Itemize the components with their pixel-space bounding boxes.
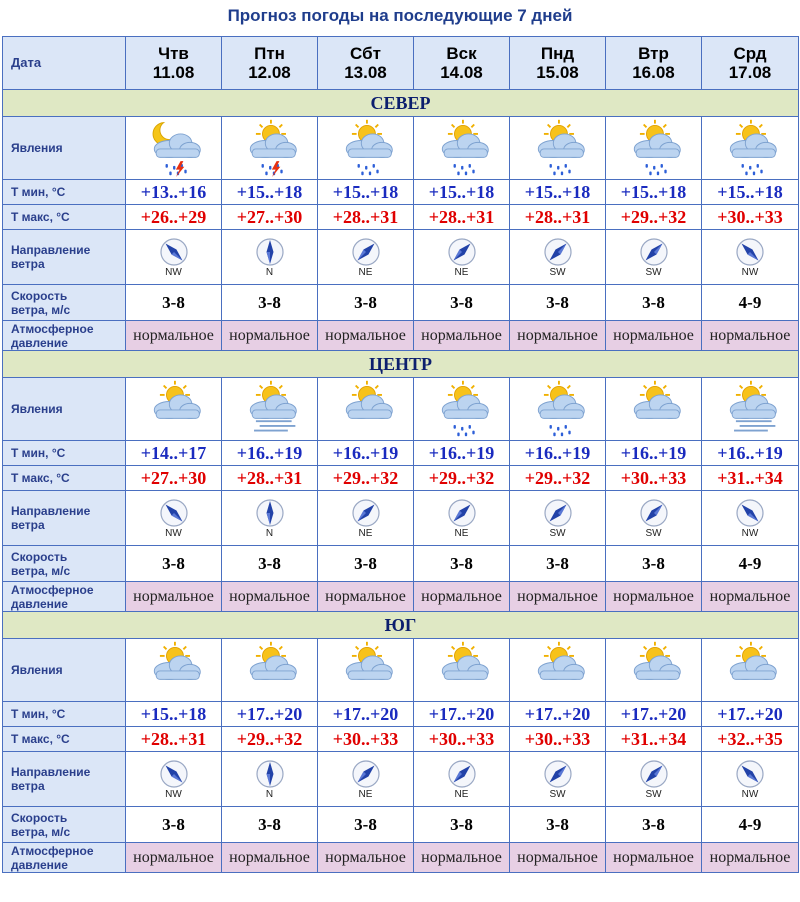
wind-speed-value: 3-8	[318, 807, 414, 843]
wind-speed-label-text: Скорость	[11, 288, 68, 303]
wind-direction-cell	[414, 491, 510, 546]
tmax-value: +28..+31	[126, 727, 222, 752]
tmax-value: +29..+32	[222, 727, 318, 752]
compass-icon	[414, 237, 509, 267]
weather-icon-cell	[606, 117, 702, 180]
wind-speed-value: 3-8	[606, 285, 702, 321]
tmax-value: +28..+31	[414, 205, 510, 230]
day-header	[414, 37, 510, 90]
sun-cloud-rain-thunder-icon	[222, 117, 317, 179]
compass-icon	[318, 759, 413, 789]
tmax-value: +26..+29	[126, 205, 222, 230]
wind-speed-value: 3-8	[414, 807, 510, 843]
pressure-label-text: Атмосферное	[11, 321, 94, 336]
pressure-label-text: Атмосферное	[11, 582, 94, 597]
sun-cloud-icon	[510, 639, 605, 701]
compass-icon	[414, 498, 509, 528]
wind-direction-cell	[510, 491, 606, 546]
pressure-label-text-2: давление	[11, 857, 68, 872]
weather-icon-cell	[222, 378, 318, 441]
pressure-value: нормальное	[702, 843, 799, 873]
tmax-label-text: Т макс, °С	[11, 732, 70, 746]
tmax-label-text: Т макс, °С	[11, 210, 70, 224]
phenomena-label-text: Явления	[11, 663, 63, 677]
phenomena-label-text: Явления	[11, 141, 63, 155]
compass-icon	[318, 237, 413, 267]
day-of-week: Чтв	[158, 44, 189, 63]
tmax-value: +28..+31	[222, 466, 318, 491]
pressure-value: нормальное	[222, 582, 318, 612]
wind-speed-label-text-2: ветра, м/с	[11, 302, 71, 317]
wind-speed-value: 3-8	[318, 546, 414, 582]
compass-icon	[222, 498, 317, 528]
compass-icon	[222, 237, 317, 267]
compass-icon	[510, 759, 605, 789]
compass-icon	[606, 237, 701, 267]
tmin-value: +17..+20	[222, 702, 318, 727]
sun-cloud-rain-icon	[510, 378, 605, 440]
moon-cloud-rain-thunder-icon	[126, 117, 221, 179]
weather-icon-cell	[318, 117, 414, 180]
wind-direction-cell	[222, 491, 318, 546]
tmin-value: +15..+18	[414, 180, 510, 205]
wind-speed-value: 3-8	[414, 546, 510, 582]
wind-speed-label	[3, 546, 126, 582]
sun-cloud-rain-icon	[318, 117, 413, 179]
pressure-value: нормальное	[318, 321, 414, 351]
pressure-value: нормальное	[702, 321, 799, 351]
wind-direction-label-text-2: ветра	[11, 257, 45, 271]
wind-direction-label-text-2: ветра	[11, 779, 45, 793]
sun-cloud-rain-icon	[510, 117, 605, 179]
tmin-value: +16..+19	[606, 441, 702, 466]
wind-direction-cell	[126, 230, 222, 285]
tmax-value: +28..+31	[510, 205, 606, 230]
compass-icon	[702, 759, 798, 789]
wind-speed-value: 3-8	[222, 546, 318, 582]
compass-icon	[318, 498, 413, 528]
pressure-label-text-2: давление	[11, 335, 68, 350]
wind-speed-value: 3-8	[414, 285, 510, 321]
wind-direction-cell	[126, 491, 222, 546]
phenomena-row	[3, 639, 799, 702]
tmax-value: +29..+32	[510, 466, 606, 491]
forecast-table	[2, 36, 799, 873]
tmin-value: +13..+16	[126, 180, 222, 205]
tmin-value: +16..+19	[318, 441, 414, 466]
wind-direction-text: NW	[741, 266, 759, 278]
day-date: 12.08	[248, 63, 291, 82]
wind-speed-value: 3-8	[126, 285, 222, 321]
wind-direction-label	[3, 752, 126, 807]
tmin-value: +16..+19	[222, 441, 318, 466]
wind-direction-cell	[510, 752, 606, 807]
wind-direction-text: NE	[454, 788, 469, 800]
pressure-value: нормальное	[318, 582, 414, 612]
wind-direction-row	[3, 491, 799, 546]
wind-direction-text: NE	[358, 527, 373, 539]
compass-icon	[414, 759, 509, 789]
wind-speed-row	[3, 546, 799, 582]
weather-icon-cell	[510, 639, 606, 702]
weather-icon-cell	[222, 117, 318, 180]
tmax-value: +30..+33	[606, 466, 702, 491]
pressure-value: нормальное	[606, 843, 702, 873]
wind-direction-text: NE	[358, 788, 373, 800]
day-header	[606, 37, 702, 90]
pressure-row	[3, 843, 799, 873]
wind-direction-cell	[702, 491, 799, 546]
sun-cloud-rain-icon	[606, 117, 701, 179]
day-header	[222, 37, 318, 90]
wind-speed-value: 4-9	[702, 546, 799, 582]
day-of-week: Пнд	[540, 44, 575, 63]
date-label: Дата	[3, 37, 126, 90]
wind-direction-label-text: Направление	[11, 504, 91, 518]
wind-speed-label	[3, 807, 126, 843]
weather-icon-cell	[414, 117, 510, 180]
day-date: 11.08	[152, 63, 195, 82]
tmin-label	[3, 180, 126, 205]
weather-icon-cell	[702, 117, 799, 180]
weather-icon-cell	[414, 639, 510, 702]
day-of-week: Втр	[638, 44, 669, 63]
phenomena-label	[3, 378, 126, 441]
sun-cloud-icon	[318, 639, 413, 701]
header-row	[3, 37, 799, 90]
compass-icon	[702, 237, 798, 267]
tmin-value: +17..+20	[702, 702, 799, 727]
compass-icon	[126, 237, 221, 267]
compass-icon	[606, 498, 701, 528]
wind-direction-text: N	[265, 788, 274, 800]
tmax-value: +31..+34	[606, 727, 702, 752]
weather-icon-cell	[510, 378, 606, 441]
wind-speed-label-text: Скорость	[11, 810, 68, 825]
pressure-value: нормальное	[606, 582, 702, 612]
wind-direction-cell	[606, 491, 702, 546]
weather-icon-cell	[414, 378, 510, 441]
wind-speed-label-text-2: ветра, м/с	[11, 824, 71, 839]
day-date: 15.08	[536, 63, 579, 82]
weather-icon-cell	[702, 378, 799, 441]
tmax-label	[3, 727, 126, 752]
sun-cloud-icon	[414, 639, 509, 701]
tmax-row	[3, 727, 799, 752]
sun-cloud-fog-icon	[222, 378, 317, 440]
tmax-row	[3, 466, 799, 491]
wind-speed-value: 4-9	[702, 807, 799, 843]
pressure-value: нормальное	[510, 582, 606, 612]
pressure-label-text: Атмосферное	[11, 843, 94, 858]
wind-direction-cell	[510, 230, 606, 285]
wind-direction-text: NE	[358, 266, 373, 278]
sun-cloud-fog-icon	[702, 378, 798, 440]
pressure-value: нормальное	[414, 843, 510, 873]
sun-cloud-icon	[606, 639, 701, 701]
tmax-row	[3, 205, 799, 230]
tmax-value: +30..+33	[510, 727, 606, 752]
region-name: ЦЕНТР	[3, 351, 799, 378]
day-date: 17.08	[728, 63, 772, 82]
wind-direction-text: NW	[741, 527, 759, 539]
tmax-label	[3, 466, 126, 491]
tmin-value: +16..+19	[414, 441, 510, 466]
tmin-value: +16..+19	[510, 441, 606, 466]
tmin-value: +16..+19	[702, 441, 799, 466]
tmin-value: +14..+17	[126, 441, 222, 466]
wind-direction-text: SW	[645, 788, 662, 800]
pressure-label	[3, 582, 126, 612]
wind-direction-cell	[222, 230, 318, 285]
wind-direction-row	[3, 752, 799, 807]
wind-direction-text: SW	[549, 266, 566, 278]
tmax-value: +29..+32	[318, 466, 414, 491]
pressure-value: нормальное	[414, 321, 510, 351]
wind-speed-value: 3-8	[222, 807, 318, 843]
day-of-week: Птн	[254, 44, 285, 63]
sun-cloud-icon	[318, 378, 413, 440]
tmax-value: +30..+33	[318, 727, 414, 752]
tmax-value: +28..+31	[318, 205, 414, 230]
wind-speed-value: 3-8	[606, 546, 702, 582]
wind-direction-cell	[606, 752, 702, 807]
wind-speed-value: 3-8	[510, 546, 606, 582]
wind-direction-text: NW	[165, 266, 182, 278]
phenomena-row	[3, 117, 799, 180]
pressure-row	[3, 582, 799, 612]
pressure-label	[3, 321, 126, 351]
wind-direction-label-text: Направление	[11, 765, 91, 779]
tmin-label	[3, 441, 126, 466]
wind-direction-cell	[702, 752, 799, 807]
tmin-value: +17..+20	[318, 702, 414, 727]
tmin-value: +17..+20	[414, 702, 510, 727]
wind-direction-text: NW	[165, 527, 182, 539]
pressure-value: нормальное	[318, 843, 414, 873]
wind-speed-row	[3, 285, 799, 321]
day-header	[510, 37, 606, 90]
wind-direction-text: N	[265, 266, 274, 278]
wind-direction-cell	[318, 230, 414, 285]
weather-icon-cell	[126, 378, 222, 441]
wind-speed-value: 3-8	[318, 285, 414, 321]
region-header	[3, 90, 799, 117]
tmax-value: +27..+30	[222, 205, 318, 230]
weather-icon-cell	[510, 117, 606, 180]
page-title: Прогноз погоды на последующие 7 дней	[227, 6, 573, 25]
tmin-value: +15..+18	[510, 180, 606, 205]
tmin-row	[3, 702, 799, 727]
wind-direction-text: NE	[454, 527, 469, 539]
region-header	[3, 612, 799, 639]
wind-direction-text: SW	[549, 527, 566, 539]
tmin-value: +17..+20	[510, 702, 606, 727]
tmax-value: +30..+33	[414, 727, 510, 752]
wind-speed-value: 3-8	[510, 285, 606, 321]
pressure-value: нормальное	[414, 582, 510, 612]
wind-direction-cell	[126, 752, 222, 807]
phenomena-label	[3, 639, 126, 702]
weather-icon-cell	[606, 378, 702, 441]
wind-speed-value: 3-8	[510, 807, 606, 843]
day-of-week: Срд	[733, 44, 767, 63]
compass-icon	[702, 498, 798, 528]
sun-cloud-rain-icon	[414, 378, 509, 440]
day-date: 13.08	[344, 63, 387, 82]
tmax-label-text: Т макс, °С	[11, 471, 70, 485]
phenomena-label	[3, 117, 126, 180]
tmin-value: +15..+18	[222, 180, 318, 205]
region-header	[3, 351, 799, 378]
pressure-value: нормальное	[126, 582, 222, 612]
weather-icon-cell	[318, 639, 414, 702]
wind-speed-label	[3, 285, 126, 321]
tmin-value: +17..+20	[606, 702, 702, 727]
day-of-week: Сбт	[350, 44, 381, 63]
weather-icon-cell	[126, 639, 222, 702]
wind-speed-label-text-2: ветра, м/с	[11, 563, 71, 578]
sun-cloud-rain-icon	[702, 117, 798, 179]
compass-icon	[510, 237, 605, 267]
wind-direction-text: SW	[549, 788, 566, 800]
tmax-value: +29..+32	[414, 466, 510, 491]
wind-direction-cell	[606, 230, 702, 285]
wind-speed-value: 4-9	[702, 285, 799, 321]
tmax-label	[3, 205, 126, 230]
wind-direction-cell	[222, 752, 318, 807]
pressure-value: нормальное	[126, 321, 222, 351]
tmin-label-text: Т мин, °С	[11, 185, 66, 199]
wind-direction-label-text: Направление	[11, 243, 91, 257]
pressure-value: нормальное	[606, 321, 702, 351]
pressure-label-text-2: давление	[11, 596, 68, 611]
wind-direction-label	[3, 491, 126, 546]
sun-cloud-icon	[126, 639, 221, 701]
wind-direction-cell	[702, 230, 799, 285]
sun-cloud-icon	[702, 639, 798, 701]
region-name: ЮГ	[3, 612, 799, 639]
wind-speed-value: 3-8	[222, 285, 318, 321]
wind-direction-cell	[414, 230, 510, 285]
pressure-value: нормальное	[510, 321, 606, 351]
tmin-label-text: Т мин, °С	[11, 446, 66, 460]
compass-icon	[222, 759, 317, 789]
wind-direction-text: N	[265, 527, 274, 539]
wind-speed-value: 3-8	[606, 807, 702, 843]
weather-icon-cell	[702, 639, 799, 702]
wind-direction-text: NW	[741, 788, 759, 800]
day-header	[702, 37, 799, 90]
day-date: 14.08	[440, 63, 483, 82]
day-date: 16.08	[632, 63, 675, 82]
tmax-value: +32..+35	[702, 727, 799, 752]
wind-speed-row	[3, 807, 799, 843]
wind-direction-cell	[318, 752, 414, 807]
day-of-week: Вск	[446, 44, 477, 63]
compass-icon	[126, 498, 221, 528]
pressure-label	[3, 843, 126, 873]
tmax-value: +31..+34	[702, 466, 799, 491]
weather-icon-cell	[126, 117, 222, 180]
tmax-value: +29..+32	[606, 205, 702, 230]
wind-speed-value: 3-8	[126, 546, 222, 582]
pressure-value: нормальное	[222, 843, 318, 873]
wind-direction-label	[3, 230, 126, 285]
weather-icon-cell	[222, 639, 318, 702]
compass-icon	[606, 759, 701, 789]
sun-cloud-icon	[606, 378, 701, 440]
pressure-value: нормальное	[126, 843, 222, 873]
tmin-value: +15..+18	[606, 180, 702, 205]
phenomena-label-text: Явления	[11, 402, 63, 416]
phenomena-row	[3, 378, 799, 441]
wind-direction-text: NE	[454, 266, 469, 278]
pressure-value: нормальное	[222, 321, 318, 351]
day-header	[126, 37, 222, 90]
wind-direction-cell	[414, 752, 510, 807]
sun-cloud-icon	[222, 639, 317, 701]
tmin-row	[3, 180, 799, 205]
compass-icon	[510, 498, 605, 528]
tmin-value: +15..+18	[126, 702, 222, 727]
tmin-label	[3, 702, 126, 727]
pressure-row	[3, 321, 799, 351]
wind-speed-value: 3-8	[126, 807, 222, 843]
tmin-row	[3, 441, 799, 466]
tmax-value: +27..+30	[126, 466, 222, 491]
weather-icon-cell	[606, 639, 702, 702]
day-header	[318, 37, 414, 90]
wind-direction-label-text-2: ветра	[11, 518, 45, 532]
tmin-value: +15..+18	[318, 180, 414, 205]
wind-speed-label-text: Скорость	[11, 549, 68, 564]
wind-direction-cell	[318, 491, 414, 546]
weather-icon-cell	[318, 378, 414, 441]
sun-cloud-icon	[126, 378, 221, 440]
tmin-label-text: Т мин, °С	[11, 707, 66, 721]
compass-icon	[126, 759, 221, 789]
tmax-value: +30..+33	[702, 205, 799, 230]
region-name: СЕВЕР	[3, 90, 799, 117]
sun-cloud-rain-icon	[414, 117, 509, 179]
pressure-value: нормальное	[702, 582, 799, 612]
pressure-value: нормальное	[510, 843, 606, 873]
wind-direction-text: SW	[645, 266, 662, 278]
tmin-value: +15..+18	[702, 180, 799, 205]
wind-direction-text: NW	[165, 788, 182, 800]
wind-direction-text: SW	[645, 527, 662, 539]
wind-direction-row	[3, 230, 799, 285]
